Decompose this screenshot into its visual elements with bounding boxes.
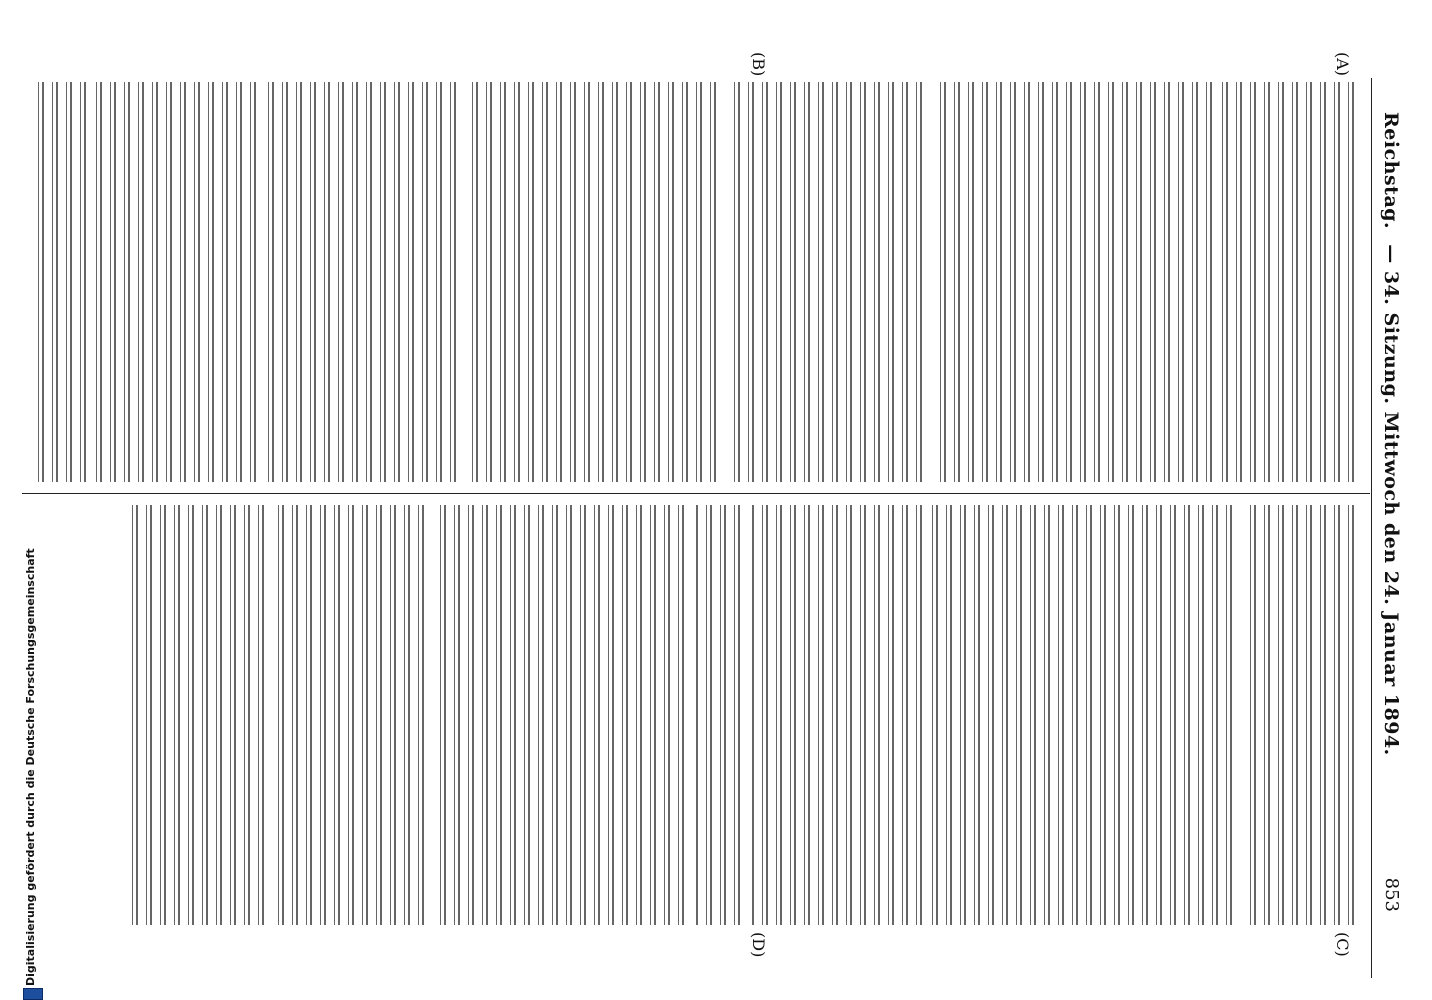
header-left: Reichstag. <box>1380 112 1402 230</box>
paragraph-text <box>466 82 716 482</box>
margin-mark-a: (A) <box>1333 52 1352 77</box>
margin-mark-c: (C) <box>1333 932 1352 957</box>
header-rule <box>1371 78 1372 978</box>
credit-text: Digitalisierung gefördert durch die Deutsche Forschungsgemeinschaft <box>24 548 37 986</box>
page-number: 853 <box>1381 877 1402 912</box>
right-column <box>30 505 1354 925</box>
paragraph-text <box>124 505 264 925</box>
digitization-credit <box>22 0 46 1000</box>
paragraph-text <box>266 82 456 482</box>
paragraph-text <box>726 82 922 482</box>
paragraph-text <box>434 505 684 925</box>
header-title: — 34. Sitzung. Mittwoch den 24. Januar 1894. <box>1380 244 1402 756</box>
page-header <box>1370 60 1410 940</box>
paragraph-text <box>96 82 256 482</box>
paragraph-text <box>694 505 740 925</box>
margin-mark-b: (B) <box>749 52 768 77</box>
left-column <box>30 82 1354 482</box>
margin-mark-d: (D) <box>749 932 768 958</box>
paragraph-text <box>1242 505 1354 925</box>
column-divider <box>22 493 1370 494</box>
paragraph-text <box>1222 82 1354 482</box>
dfg-logo-icon <box>23 988 43 1000</box>
paragraph-text <box>932 505 1232 925</box>
paragraph-text <box>750 505 922 925</box>
paragraph-text <box>274 505 424 925</box>
paragraph-text <box>932 82 1212 482</box>
